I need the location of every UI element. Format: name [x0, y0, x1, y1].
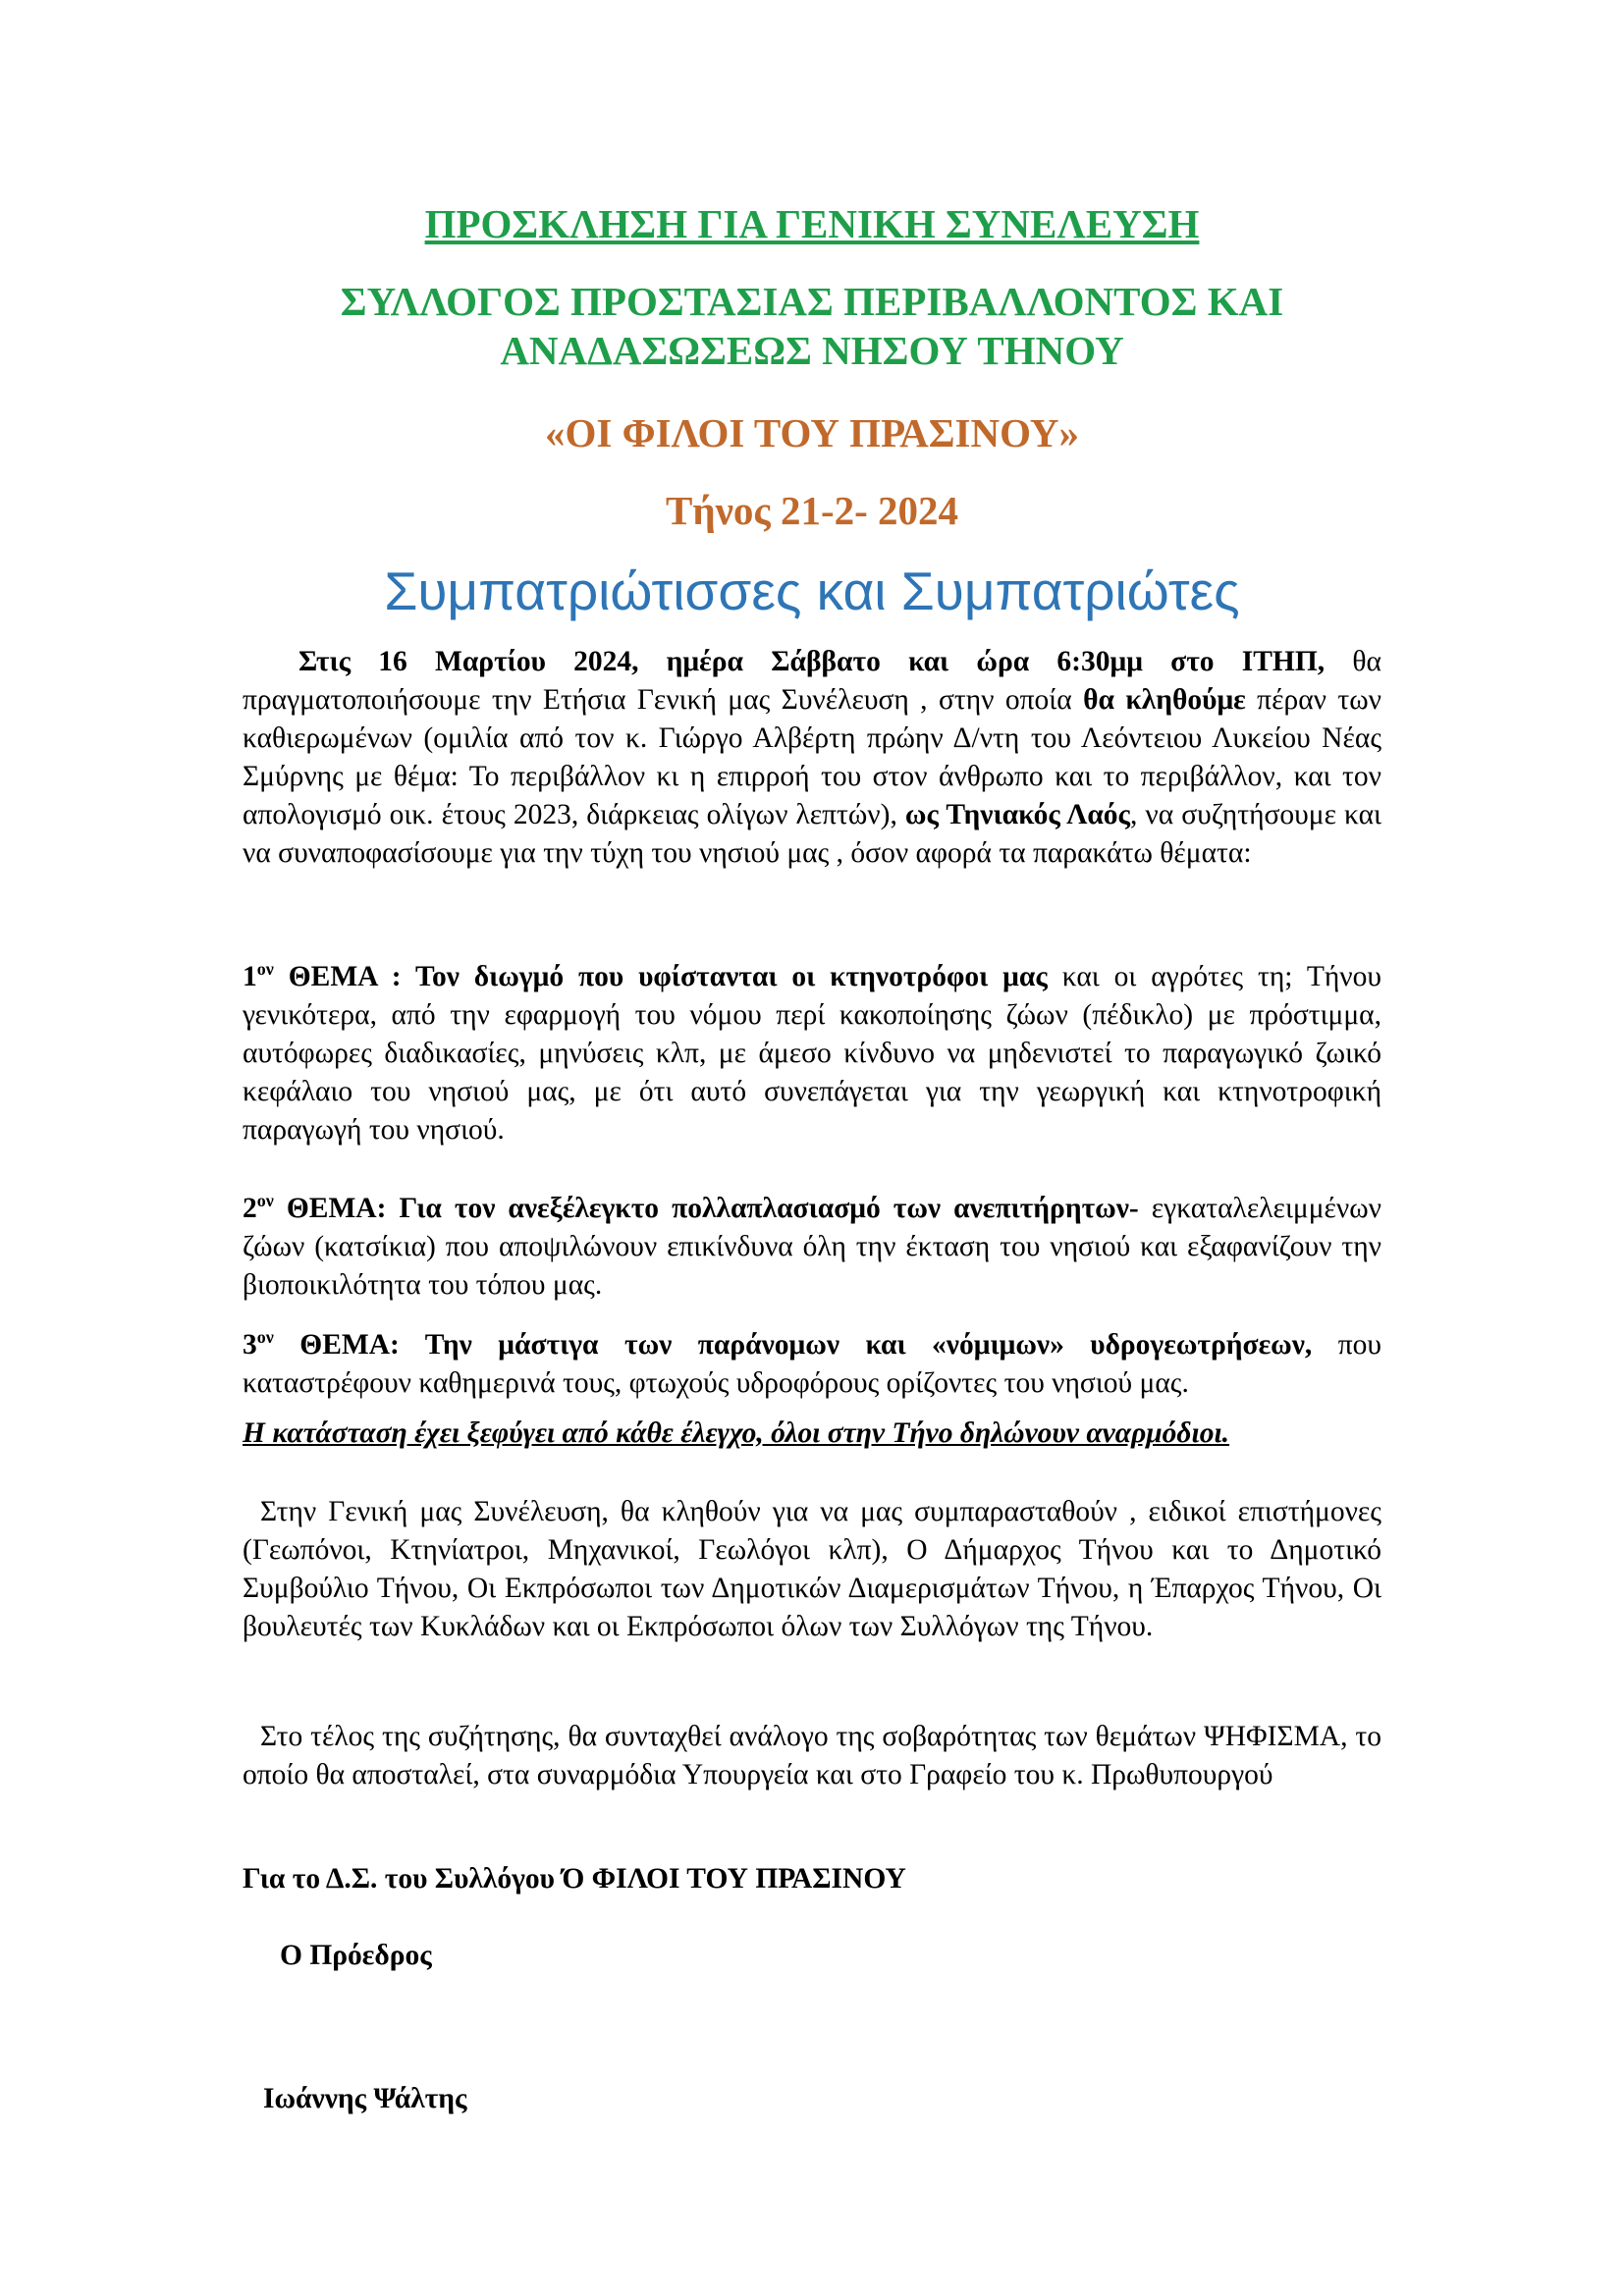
topic-3-number: 3: [243, 1329, 257, 1361]
place-and-date: Τήνος 21-2- 2024: [665, 488, 959, 533]
organization-name-line-1: ΣΥΛΛΟΓΟΣ ΠΡΟΣΤΑΣΙΑΣ ΠΕΡΙΒΑΛΛΟΝΤΟΣ ΚΑΙ: [340, 279, 1284, 324]
intro-bold-2: θα κληθούμε: [1083, 684, 1246, 716]
invited-guests-paragraph: Στην Γενική μας Συνέλευση, θα κληθούν για να μας συμπαρασταθούν , ειδικοί επιστήμονες (Γεωπόνοι, Κτηνίατροι, Μηχανικοί, Γεωλόγοι κλπ), Ο Δήμαρχος Τήνου και το Δημοτικό Συμβούλιο Τήνου, Οι Εκπρόσωποι των Δημοτικών Διαμερισμάτων Τήνου, η Έπαρχος Τήνου, Οι βουλευτές των Κυκλάδων και οι Εκπρόσωποι όλων των Συλλόγων της Τήνου.: [243, 1496, 1381, 1642]
topic-2-text: εγκαταλελειμμένων ζώων (κατσίκια) που αποψιλώνουν επικίνδυνα όλη την έκταση του νησιού και εξαφανίζουν την βιοποικιλότητα του τόπου μας.: [243, 1193, 1381, 1301]
topic-1: [243, 958, 1381, 1149]
topic-1-text: και οι αγρότες τη; Τήνου γενικότερα, από την εφαρμογή του νόμου περί κακοποίησης ζώων (πέδικλο) με πρόστιμμα, αυτόφωρες διαδικασίες, μηνύσεις κλπ, με άμεσο κίνδυνο να μηδενιστεί το παραγωγικό ζωικό κεφάλαιο του νησιού μας, με ότι αυτό συνεπάγεται για την γεωργική και κτηνοτροφική παραγωγή του νησιού.: [243, 961, 1381, 1146]
intro-bold-3: ως Τηνιακός Λαός: [904, 799, 1130, 830]
intro-text-2: πέραν των καθιερωμένων (ομιλία από τον κ. Γιώργο Αλβέρτη πρώην Δ/ντη του Λεόντειου Λυκείου Νέας Σμύρνης με θέμα: Το περιβάλλον κι η επιρροή του στον άνθρωπο και το περιβάλλον, και τον απολογισμό οικ. έτους 2023, διάρκειας ολίγων λεπτών),: [243, 684, 1381, 830]
topic-3: [243, 1326, 1381, 1403]
intro-text-3: , να συζητήσουμε και να συναποφασίσουμε για την τύχη του νησιού μας , όσον αφορά τα παρακάτω θέματα:: [243, 799, 1381, 869]
topic-3-label: ΘΕΜΑ: Την μάστιγα των παράνομων και «νόμιμων» υδρογεωτρήσεων,: [273, 1329, 1313, 1361]
topic-1-ordinal: ον: [256, 959, 274, 979]
organization-name-line-2: ΑΝΑΔΑΣΩΣΕΩΣ ΝΗΣΟΥ ΤΗΝΟΥ: [500, 328, 1124, 373]
signature-board-line: Για το Δ.Σ. του Συλλόγου Ό ΦΙΛΟΙ ΤΟΥ ΠΡΑΣΙΝΟΥ: [243, 1863, 906, 1895]
topic-2-number: 2: [243, 1193, 257, 1224]
intro-text-1: θα πραγματοποιήσουμε την Ετήσια Γενική μας Συνέλευση , στην οποία: [243, 646, 1381, 716]
topic-2-ordinal: ον: [256, 1191, 274, 1210]
document-title: ΠΡΟΣΚΛΗΣΗ ΓΙΑ ΓΕΝΙΚΗ ΣΥΝΕΛΕΥΣΗ: [424, 201, 1200, 246]
intro-paragraph: [243, 643, 1381, 873]
signature-name: Ιωάννης Ψάλτης: [263, 2083, 467, 2114]
signature-role: Ο Πρόεδρος: [280, 1940, 432, 1971]
salutation: Συμπατριώτισσες και Συμπατριώτες: [384, 561, 1240, 621]
topic-1-label: ΘΕΜΑ : Τον διωγμό που υφίστανται οι κτηνοτρόφοι μας: [273, 961, 1048, 992]
organization-nickname: «ΟΙ ΦΙΛΟΙ ΤΟΥ ΠΡΑΣΙΝΟΥ»: [544, 410, 1080, 455]
warning-statement: Η κατάσταση έχει ξεφύγει από κάθε έλεγχο, όλοι στην Τήνο δηλώνουν αναρμόδιοι.: [243, 1417, 1230, 1449]
meeting-datetime: Στις 16 Μαρτίου 2024, ημέρα Σάββατο και ώρα 6:30μμ στο ΙΤΗΠ,: [298, 646, 1326, 677]
topic-2: [243, 1190, 1381, 1305]
topic-1-number: 1: [243, 961, 257, 992]
closing-paragraph: Στο τέλος της συζήτησης, θα συνταχθεί ανάλογο της σοβαρότητας των θεμάτων ΨΗΦΙΣΜΑ, το οποίο θα αποσταλεί, στα συναρμόδια Υπουργεία και στο Γραφείο του κ. Πρωθυπουργού: [243, 1721, 1381, 1790]
topic-3-ordinal: ον: [256, 1327, 274, 1347]
topic-2-label: ΘΕΜΑ: Για τον ανεξέλεγκτο πολλαπλασιασμό των ανεπιτήρητων-: [273, 1193, 1139, 1224]
topic-3-text: που καταστρέφουν καθημερινά τους, φτωχούς υδροφόρους ορίζοντες του νησιού μας.: [243, 1329, 1382, 1399]
